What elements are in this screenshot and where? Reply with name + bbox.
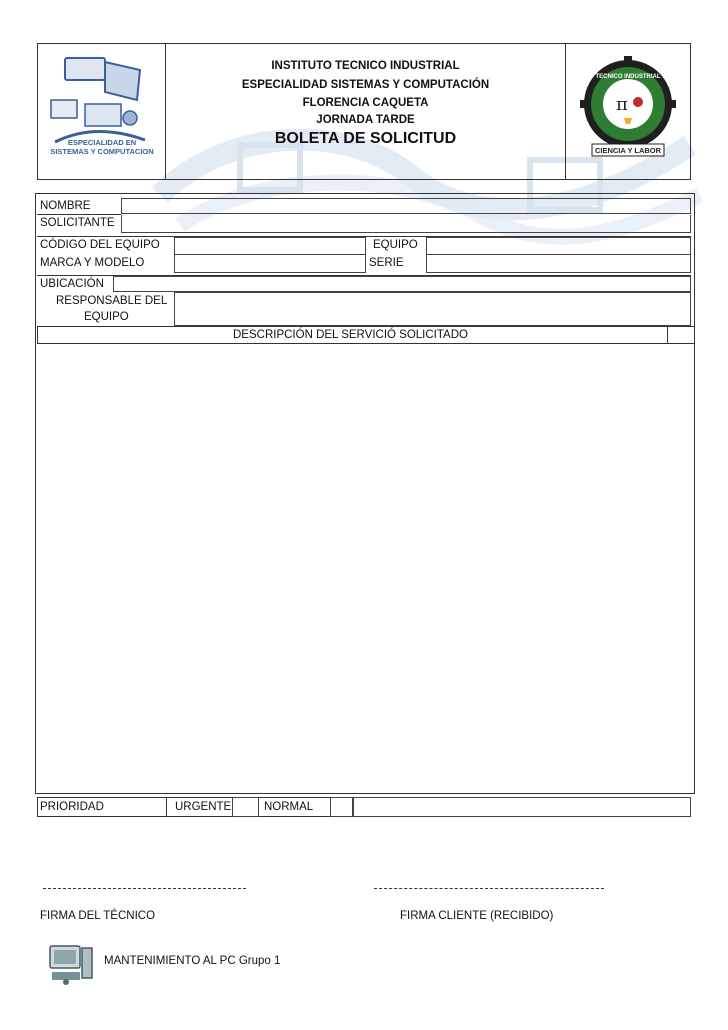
responsable-label-line2: EQUIPO (84, 311, 129, 323)
svg-text:π: π (616, 94, 628, 115)
city-name: FLORENCIA CAQUETA (302, 97, 429, 109)
responsable-field[interactable] (174, 292, 691, 326)
ubicacion-label: UBICACIÓN (40, 278, 104, 290)
seal-motto: CIENCIA Y LABOR (594, 146, 662, 155)
firma-cliente-label: FIRMA CLIENTE (RECIBIDO) (400, 910, 554, 922)
descripcion-header-divider (667, 326, 668, 344)
normal-label: NORMAL (264, 801, 314, 813)
firma-cliente-line[interactable] (374, 888, 604, 890)
prioridad-divider (166, 797, 167, 817)
marca-label: MARCA Y MODELO (40, 257, 145, 269)
page-title: BOLETA DE SOLICITUD (274, 130, 457, 147)
descripcion-textarea[interactable] (37, 345, 693, 793)
nombre-label: NOMBRE (40, 200, 91, 212)
right-seal-logo (572, 52, 684, 162)
solicitante-label: SOLICITANTE (40, 217, 115, 229)
prioridad-label: PRIORIDAD (40, 801, 104, 813)
marca-field[interactable] (174, 255, 366, 273)
responsable-label-line1: RESPONSABLE DEL (56, 295, 168, 307)
ubicacion-field[interactable] (113, 276, 691, 292)
firma-tecnico-line[interactable] (43, 888, 246, 890)
prioridad-extra-field[interactable] (353, 797, 691, 817)
normal-checkbox[interactable] (330, 797, 353, 817)
header-divider-right (565, 43, 566, 180)
equipo-field[interactable] (426, 237, 691, 255)
institution-name: INSTITUTO TECNICO INDUSTRIAL (271, 60, 460, 72)
urgente-checkbox[interactable] (232, 797, 259, 817)
header-text-block (166, 60, 565, 160)
firma-tecnico-label: FIRMA DEL TÉCNICO (40, 910, 156, 922)
specialty-name: ESPECIALIDAD SISTEMAS Y COMPUTACIÓN (241, 79, 490, 91)
left-logo-caption: ESPECIALIDAD EN SISTEMAS Y COMPUTACION (50, 138, 154, 156)
shift-name: JORNADA TARDE (316, 114, 415, 126)
footer-text: MANTENIMIENTO AL PC Grupo 1 (104, 955, 281, 967)
seal-top-text: TECNICO INDUSTRIAL (595, 74, 661, 80)
row-divider (37, 214, 121, 215)
serie-label: SERIE (369, 257, 404, 269)
codigo-field[interactable] (174, 237, 366, 255)
serie-field[interactable] (426, 255, 691, 273)
nombre-solicitante-field[interactable] (121, 215, 691, 233)
codigo-label: CÓDIGO DEL EQUIPO (40, 239, 160, 251)
urgente-label: URGENTE (175, 801, 232, 813)
nombre-top-field[interactable] (121, 198, 691, 214)
footer-computer-icon (46, 944, 96, 988)
equipo-label: EQUIPO (373, 239, 418, 251)
descripcion-label: DESCRIPCIÓN DEL SERVICIÓ SOLICITADO (233, 329, 468, 341)
